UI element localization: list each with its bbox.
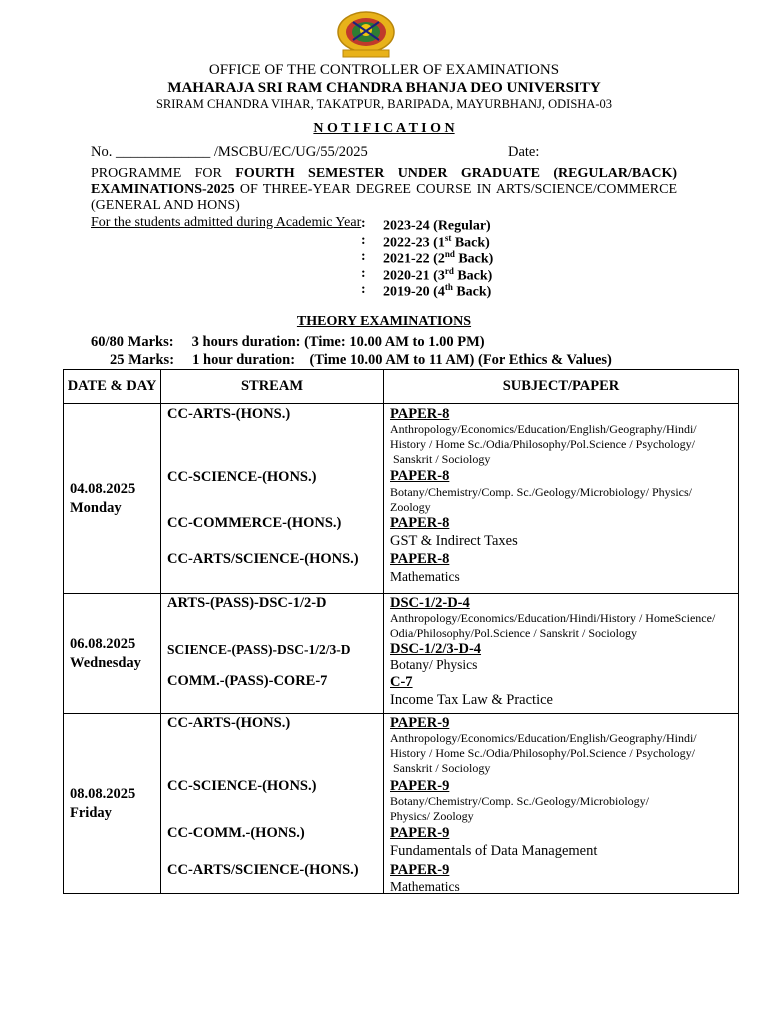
stream-cell — [161, 594, 384, 714]
paper-title: PAPER-8 — [390, 406, 450, 422]
paper-cell — [384, 404, 739, 594]
header-date-day: DATE & DAY — [64, 370, 161, 404]
academic-year-item: 2022-23 (1st Back) — [383, 232, 490, 251]
notification-heading: N O T I F I C A T I O N — [313, 121, 455, 136]
stream-name: CC-SCIENCE-(HONS.) — [167, 778, 317, 794]
stream-name: CC-ARTS/SCIENCE-(HONS.) — [167, 862, 359, 878]
exam-date: 08.08.2025 — [70, 785, 136, 802]
marks-line-1: 60/80 Marks: 3 hours duration: (Time: 10.00 AM to 1.00 PM) — [91, 334, 485, 350]
theory-title: THEORY EXAMINATIONS — [296, 314, 472, 329]
paper-subjects: Botany/Chemistry/Comp. Sc./Geology/Microbiology/ — [390, 794, 649, 808]
year-separator: : — [361, 216, 366, 231]
paper-subjects: Botany/Chemistry/Comp. Sc./Geology/Microbiology/ Physics/ — [390, 485, 692, 499]
exam-day: Friday — [70, 804, 112, 821]
date-cell — [64, 594, 161, 714]
paper-subjects: Physics/ Zoology — [390, 809, 474, 823]
paper-cell — [384, 594, 739, 714]
paper-subjects: Mathematics — [390, 569, 460, 584]
year-separator: : — [361, 265, 366, 281]
stream-name: ARTS-(PASS)-DSC-1/2-D — [167, 595, 327, 611]
stream-name: CC-ARTS-(HONS.) — [167, 406, 291, 422]
stream-cell — [161, 404, 384, 594]
paper-subjects: Zoology — [390, 500, 431, 514]
marks-line-2: 25 Marks: 1 hour duration: (Time 10.00 AM to 11 AM) (For Ethics & Values) — [110, 352, 612, 368]
paper-title: DSC-1/2-D-4 — [390, 595, 470, 611]
academic-year-label: For the students admitted during Academic Year — [91, 215, 362, 230]
office-title: OFFICE OF THE CONTROLLER OF EXAMINATIONS — [208, 62, 560, 78]
exam-day: Wednesday — [70, 654, 141, 671]
date-cell — [64, 714, 161, 894]
academic-year-item: 2023-24 (Regular) — [383, 218, 491, 234]
paper-subjects: Sanskrit / Sociology — [390, 761, 491, 775]
exam-date: 04.08.2025 — [70, 480, 136, 497]
programme-line-1: PROGRAMME FOR FOURTH SEMESTER UNDER GRADUATE (REGULAR/BACK) — [91, 166, 677, 181]
stream-name: CC-ARTS/SCIENCE-(HONS.) — [167, 551, 359, 567]
paper-subjects: GST & Indirect Taxes — [390, 533, 518, 549]
paper-subjects: Fundamentals of Data Management — [390, 843, 598, 859]
paper-title: C-7 — [390, 674, 413, 690]
stream-cell — [161, 714, 384, 894]
table-row — [64, 714, 739, 894]
paper-subjects: Sanskrit / Sociology — [390, 452, 491, 466]
table-row — [64, 404, 739, 594]
exam-date: 06.08.2025 — [70, 635, 136, 652]
header-stream: STREAM — [161, 370, 384, 404]
paper-title: PAPER-9 — [390, 825, 450, 841]
programme-line-3: (GENERAL AND HONS) — [91, 198, 240, 213]
notification-number: No. _____________ /MSCBU/EC/UG/55/2025 — [91, 144, 368, 160]
table-row — [64, 594, 739, 714]
stream-name: CC-ARTS-(HONS.) — [167, 715, 291, 731]
stream-name: SCIENCE-(PASS)-DSC-1/2/3-D — [167, 642, 351, 657]
paper-cell — [384, 714, 739, 894]
stream-name: CC-SCIENCE-(HONS.) — [167, 469, 317, 485]
exam-day: Monday — [70, 499, 122, 516]
paper-subjects: Anthropology/Economics/Education/Hindi/History / HomeScience/ — [390, 611, 716, 625]
paper-title: PAPER-8 — [390, 515, 450, 531]
exam-schedule-table — [63, 369, 739, 894]
paper-subjects: Anthropology/Economics/Education/English/Geography/Hindi/ — [390, 731, 697, 745]
paper-title: PAPER-8 — [390, 551, 450, 567]
paper-title: PAPER-9 — [390, 778, 450, 794]
academic-year-item: 2020-21 (3rd Back) — [383, 265, 493, 284]
paper-subjects: History / Home Sc./Odia/Philosophy/Pol.Science / Psychology/ — [390, 746, 695, 760]
paper-subjects: Odia/Philosophy/Pol.Science / Sanskrit / Sociology — [390, 626, 637, 640]
header-subject-paper: SUBJECT/PAPER — [384, 370, 739, 404]
university-logo — [333, 10, 399, 58]
paper-subjects: History / Home Sc./Odia/Philosophy/Pol.Science / Psychology/ — [390, 437, 695, 451]
stream-name: COMM.-(PASS)-CORE-7 — [167, 673, 328, 689]
academic-year-item: 2021-22 (2nd Back) — [383, 249, 494, 267]
paper-subjects: Income Tax Law & Practice — [390, 692, 553, 708]
date-cell — [64, 404, 161, 594]
year-separator: : — [361, 232, 366, 248]
university-address: SRIRAM CHANDRA VIHAR, TAKATPUR, BARIPADA, MAYURBHANJ, ODISHA-03 — [155, 97, 613, 111]
university-name: MAHARAJA SRI RAM CHANDRA BHANJA DEO UNIVERSITY — [167, 80, 601, 96]
year-separator: : — [361, 282, 366, 297]
stream-name: CC-COMM.-(HONS.) — [167, 825, 305, 841]
academic-year-item: 2019-20 (4th Back) — [383, 282, 492, 300]
paper-subjects: Anthropology/Economics/Education/English/Geography/Hindi/ — [390, 422, 697, 436]
paper-subjects: Mathematics — [390, 879, 460, 894]
year-separator: : — [361, 249, 366, 264]
paper-subjects: Botany/ Physics — [390, 657, 478, 672]
programme-line-2: EXAMINATIONS-2025 OF THREE-YEAR DEGREE COURSE IN ARTS/SCIENCE/COMMERCE — [91, 182, 678, 197]
date-label: Date: — [508, 144, 540, 160]
paper-title: PAPER-8 — [390, 468, 450, 484]
paper-title: PAPER-9 — [390, 715, 450, 731]
paper-title: PAPER-9 — [390, 862, 450, 878]
paper-title: DSC-1/2/3-D-4 — [390, 641, 482, 657]
stream-name: CC-COMMERCE-(HONS.) — [167, 515, 342, 531]
